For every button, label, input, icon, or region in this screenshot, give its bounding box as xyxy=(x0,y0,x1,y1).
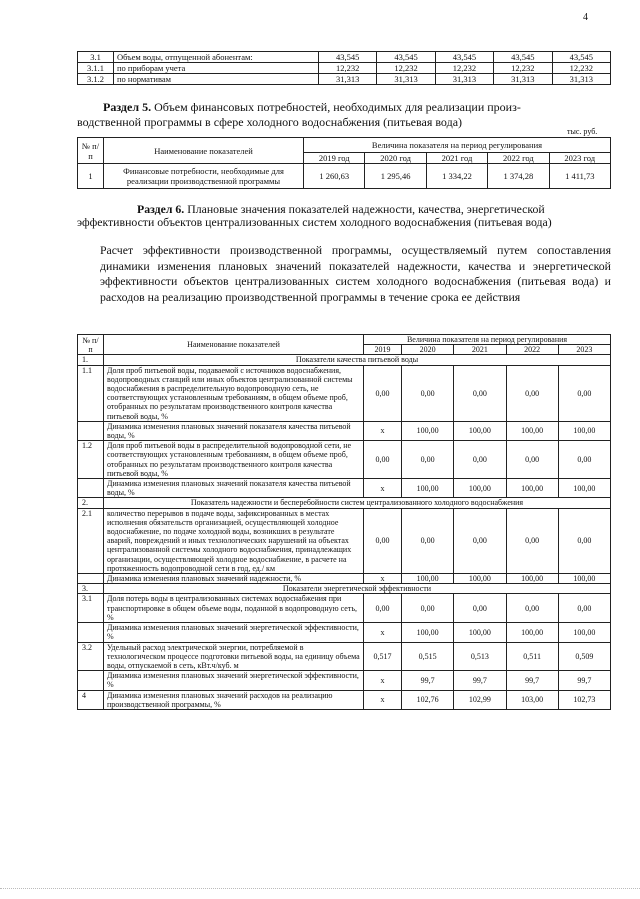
row-value: 31,313 xyxy=(552,74,610,85)
row-value: 0,509 xyxy=(558,642,610,671)
row-value: 100,00 xyxy=(506,421,558,440)
row-value: 1 334,22 xyxy=(426,164,487,189)
row-name: Динамика изменения плановых значений показателя качества питьевой воды, % xyxy=(104,479,364,498)
row-value: 100,00 xyxy=(454,479,506,498)
row-value: 100,00 xyxy=(402,623,454,642)
row-value: 43,545 xyxy=(377,52,435,63)
header-num: № п/п xyxy=(78,335,104,355)
row-value: 0,00 xyxy=(558,594,610,623)
row-value: х xyxy=(364,690,402,709)
row-value: 1 260,63 xyxy=(304,164,365,189)
row-value: 43,545 xyxy=(552,52,610,63)
row-value: 0,511 xyxy=(506,642,558,671)
row-value: 103,00 xyxy=(506,690,558,709)
row-value: 0,00 xyxy=(402,594,454,623)
row-value: 43,545 xyxy=(435,52,493,63)
row-num: 1.1 xyxy=(78,365,104,421)
row-value: 0,00 xyxy=(364,508,402,573)
row-name: Финансовые потребности, необходимые для реализации производственной программы xyxy=(104,164,304,189)
row-value: 12,232 xyxy=(435,63,493,74)
row-name: Динамика изменения плановых значений энергетической эффективности, % xyxy=(104,623,364,642)
efficiency-paragraph-text: Расчет эффективности производственной программы, осуществляемый путем сопоставления динамики изменения плановых значений показателей надежности, качества и энергетической эффективности объектов централизованных систем холодного водоснабжения (питьевая вода) и расходов на реализацию производственной программы в течение срока ее действия xyxy=(100,243,611,304)
section-6-title-rest: эффективности объектов централизованных систем холодного водоснабжения (питьевая вода) xyxy=(77,215,552,229)
row-value: 1 374,28 xyxy=(488,164,549,189)
row-num: 3.1 xyxy=(78,594,104,623)
table-row xyxy=(78,441,611,479)
year-header: 2022 год xyxy=(488,153,549,164)
row-value: 0,517 xyxy=(364,642,402,671)
header-num: № п/п xyxy=(78,138,104,164)
section-5-label: Раздел 5. xyxy=(103,100,152,114)
row-value: 102,99 xyxy=(454,690,506,709)
table-row xyxy=(78,479,611,498)
row-value: 0,00 xyxy=(506,365,558,421)
section-num: 2. xyxy=(78,498,104,508)
section-title: Показатели энергетической эффективности xyxy=(104,584,611,594)
section-title: Показатели качества питьевой воды xyxy=(104,355,611,365)
row-name: Удельный расход электрической энергии, потребляемой в технологическом процессе подготовки питьевой воды, на единицу объема воды, отпускаемой в сеть, кВт.ч/куб. м xyxy=(104,642,364,671)
section-6-title-line1: Плановые значения показателей надежности, качества, энергетической xyxy=(184,202,545,216)
row-value: 102,73 xyxy=(558,690,610,709)
row-num: 1.2 xyxy=(78,441,104,479)
row-num xyxy=(78,671,104,690)
row-value: 100,00 xyxy=(402,479,454,498)
row-value: 99,7 xyxy=(402,671,454,690)
year-header: 2019 год xyxy=(304,153,365,164)
row-name: Доля проб питьевой воды в распределительной водопроводной сети, не соответствующих установленным требованиям, в общем объеме проб, отобранных по результатам производственного контроля качества питьевой воды, % xyxy=(104,441,364,479)
row-value: 12,232 xyxy=(552,63,610,74)
row-value: 100,00 xyxy=(558,623,610,642)
row-num: 1 xyxy=(78,164,104,189)
header-name: Наименование показателей xyxy=(104,138,304,164)
header-period: Величина показателя на период регулирования xyxy=(304,138,611,153)
row-value: 0,00 xyxy=(454,594,506,623)
section-5-heading xyxy=(77,100,613,130)
section-num: 3. xyxy=(78,584,104,594)
row-value: 0,00 xyxy=(402,508,454,573)
row-value: 100,00 xyxy=(402,574,454,584)
section-6-label: Раздел 6. xyxy=(137,202,185,216)
table-row xyxy=(78,623,611,642)
row-value: 0,00 xyxy=(402,441,454,479)
units-label: тыс. руб. xyxy=(567,127,598,136)
row-name: Динамика изменения плановых значений надежности, % xyxy=(104,574,364,584)
row-value: 100,00 xyxy=(558,421,610,440)
row-value: 100,00 xyxy=(506,574,558,584)
row-name: количество перерывов в подаче воды, зафиксированных в местах исполнения обязательств организацией, осуществляющей холодное водоснабжение, по подаче холодной воды, возникших в результате аварий, повреждений и иных технологических нарушений на объектах централизованной системы холодного водоснабжения, принадлежащих организации, осуществляющей холодное водоснабжение, в расчете на протяженность водопроводной сети в год, ед./ км xyxy=(104,508,364,573)
year-header: 2023 год xyxy=(549,153,610,164)
row-name: Динамика изменения плановых значений энергетической эффективности, % xyxy=(104,671,364,690)
table-row xyxy=(78,421,611,440)
row-value: 43,545 xyxy=(319,52,377,63)
row-num: 2.1 xyxy=(78,508,104,573)
footer-divider xyxy=(0,888,640,889)
row-num: 4 xyxy=(78,690,104,709)
row-value: 100,00 xyxy=(506,623,558,642)
table-row xyxy=(78,671,611,690)
header-period: Величина показателя на период регулирования xyxy=(364,335,611,345)
section-row xyxy=(78,355,611,365)
row-value: 0,00 xyxy=(402,365,454,421)
row-value: 0,00 xyxy=(558,365,610,421)
year-header: 2022 xyxy=(506,345,558,355)
row-value: х xyxy=(364,671,402,690)
row-value: 31,313 xyxy=(494,74,552,85)
section-5-title-line1: Объем финансовых потребностей, необходимых для реализации произ- xyxy=(151,100,521,114)
row-value: х xyxy=(364,574,402,584)
year-header: 2021 год xyxy=(426,153,487,164)
year-header: 2023 xyxy=(558,345,610,355)
table-row xyxy=(78,365,611,421)
row-value: 31,313 xyxy=(377,74,435,85)
row-value: 99,7 xyxy=(506,671,558,690)
row-value: 100,00 xyxy=(506,479,558,498)
section-num: 1. xyxy=(78,355,104,365)
table-row xyxy=(78,574,611,584)
row-value: 0,513 xyxy=(454,642,506,671)
section-title: Показатель надежности и бесперебойности систем централизованного холодного водоснабжения xyxy=(104,498,611,508)
row-value: х xyxy=(364,623,402,642)
year-header: 2020 год xyxy=(365,153,426,164)
row-value: 99,7 xyxy=(558,671,610,690)
row-value: 0,515 xyxy=(402,642,454,671)
row-value: 100,00 xyxy=(558,574,610,584)
financial-table xyxy=(77,137,611,189)
row-value: 0,00 xyxy=(364,594,402,623)
row-value: 1 295,46 xyxy=(365,164,426,189)
row-value: 0,00 xyxy=(558,508,610,573)
row-value: 0,00 xyxy=(364,365,402,421)
row-name: по приборам учета xyxy=(114,63,319,74)
row-name: Доля потерь воды в централизованных системах водоснабжения при транспортировке в общем объеме воды, поданной в водопроводную сеть, % xyxy=(104,594,364,623)
row-value: 102,76 xyxy=(402,690,454,709)
header-name: Наименование показателей xyxy=(104,335,364,355)
row-value: 0,00 xyxy=(454,441,506,479)
row-value: х xyxy=(364,479,402,498)
row-num xyxy=(78,479,104,498)
row-value: 12,232 xyxy=(377,63,435,74)
row-value: 12,232 xyxy=(319,63,377,74)
table-row xyxy=(78,74,611,85)
row-name: Объем воды, отпущенной абонентам: xyxy=(114,52,319,63)
row-num xyxy=(78,574,104,584)
row-value: 100,00 xyxy=(454,574,506,584)
volume-table xyxy=(77,51,611,85)
section-row xyxy=(78,584,611,594)
table-row xyxy=(78,52,611,63)
row-value: 100,00 xyxy=(454,623,506,642)
row-value: 100,00 xyxy=(558,479,610,498)
row-value: 100,00 xyxy=(402,421,454,440)
row-value: 1 411,73 xyxy=(549,164,610,189)
row-num: 3.1 xyxy=(78,52,114,63)
row-value: 0,00 xyxy=(558,441,610,479)
row-name: Динамика изменения плановых значений расходов на реализацию производственной программы, % xyxy=(104,690,364,709)
row-num: 3.2 xyxy=(78,642,104,671)
row-value: 0,00 xyxy=(454,365,506,421)
row-value: 0,00 xyxy=(506,508,558,573)
indicators-table xyxy=(77,334,611,710)
row-value: 31,313 xyxy=(435,74,493,85)
efficiency-paragraph xyxy=(77,243,611,305)
row-name: по нормативам xyxy=(114,74,319,85)
row-value: 0,00 xyxy=(364,441,402,479)
year-header: 2020 xyxy=(402,345,454,355)
page-number: 4 xyxy=(583,12,588,23)
row-num xyxy=(78,623,104,642)
year-header: 2021 xyxy=(454,345,506,355)
row-value: 12,232 xyxy=(494,63,552,74)
section-row xyxy=(78,498,611,508)
table-row xyxy=(78,690,611,709)
year-header: 2019 xyxy=(364,345,402,355)
table-row xyxy=(78,63,611,74)
row-name: Доля проб питьевой воды, подаваемой с источников водоснабжения, водопроводных станций или иных объектов централизованной системы водоснабжения в распределительную водопроводную сеть, не соответствующих установленным требованиям, в общем объеме проб, отобранных по результатам производственного контроля качества питьевой воды, % xyxy=(104,365,364,421)
row-name: Динамика изменения плановых значений показателя качества питьевой воды, % xyxy=(104,421,364,440)
row-num xyxy=(78,421,104,440)
row-value: 99,7 xyxy=(454,671,506,690)
row-value: 0,00 xyxy=(506,441,558,479)
table-row xyxy=(78,594,611,623)
row-value: х xyxy=(364,421,402,440)
section-5-title-line2: водственной программы в сфере холодного водоснабжения (питьевая вода) xyxy=(77,115,463,129)
row-value: 43,545 xyxy=(494,52,552,63)
table-row xyxy=(78,508,611,573)
row-value: 31,313 xyxy=(319,74,377,85)
row-value: 0,00 xyxy=(454,508,506,573)
row-value: 100,00 xyxy=(454,421,506,440)
row-num: 3.1.1 xyxy=(78,63,114,74)
row-num: 3.1.2 xyxy=(78,74,114,85)
row-value: 0,00 xyxy=(506,594,558,623)
section-6-heading xyxy=(77,203,611,229)
table-row xyxy=(78,642,611,671)
